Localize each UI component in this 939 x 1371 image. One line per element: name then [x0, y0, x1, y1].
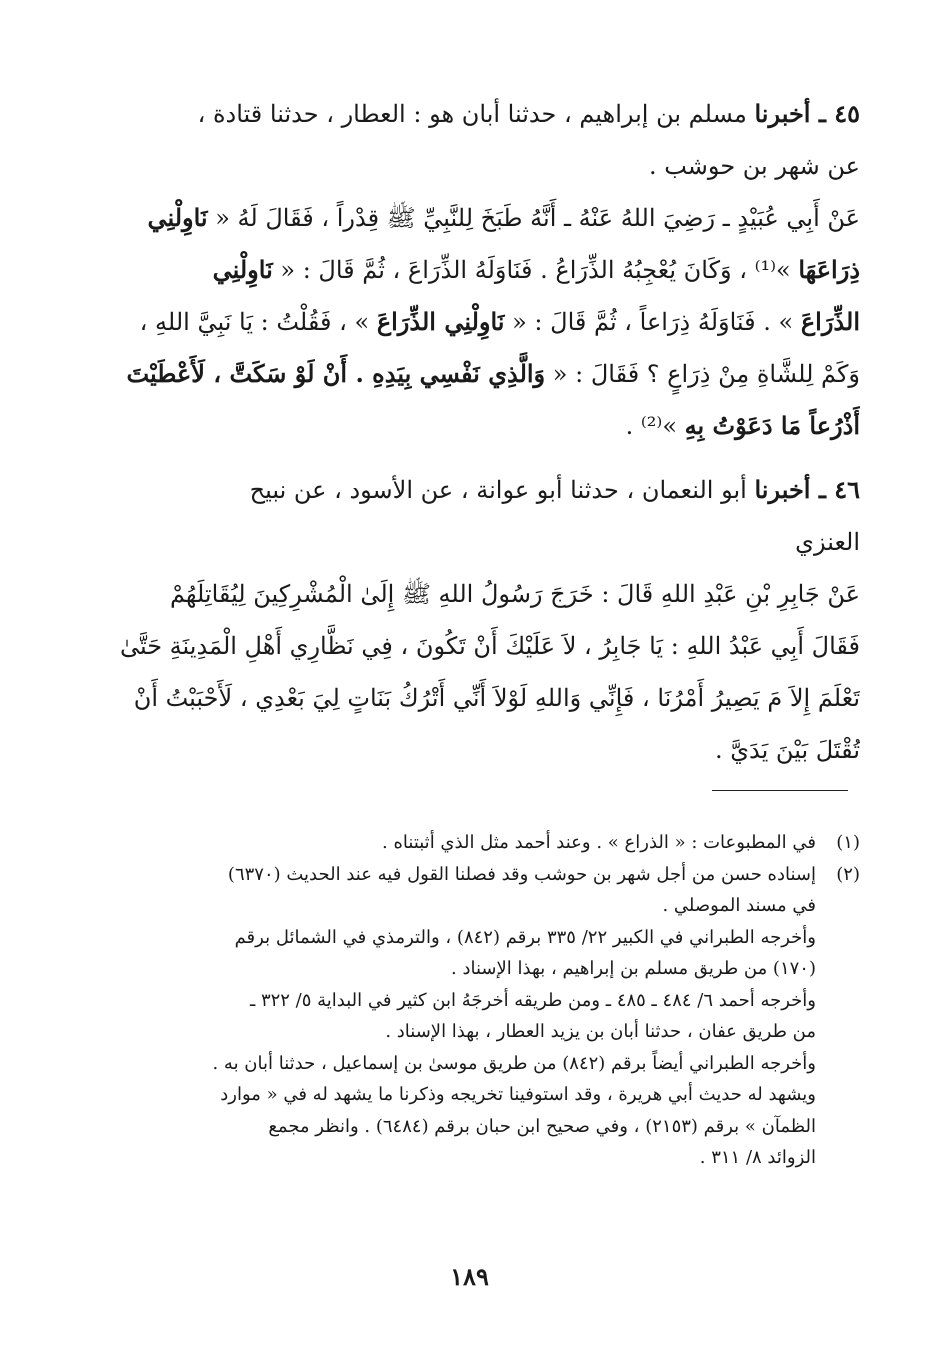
footnote-2-line: وأخرجه الطبراني أيضاً برقم (٨٤٢) من طريق موسىٰ بن إسماعيل ، حدثنا أبان به . — [212, 1052, 816, 1074]
footnotes — [80, 827, 860, 1174]
hadith-45-chain — [80, 88, 860, 140]
hadith-46-chain-text: أبو النعمان ، حدثنا أبو عوانة ، عن الأسود ، عن نبيح — [249, 476, 755, 504]
hadith-45-text-line: أَذْرُعاً مَا دَعَوْتُ بِهِ »⁽²⁾ . — [625, 411, 860, 440]
footnote-divider — [712, 790, 848, 791]
hadith-46-text-line: تُقْتَلَ بَيْنَ يَدَيَّ . — [714, 736, 860, 764]
hadith-46-lead: ٤٦ ـ أخبرنا — [754, 475, 860, 504]
hadith-46-chain — [80, 464, 860, 516]
footnote-2-line: ويشهد له حديث أبي هريرة ، وقد استوفينا تخريجه وذكرنا ما يشهد له في « موارد — [220, 1084, 816, 1105]
footnote-1: (١)في المطبوعات : « الذراع » . وعند أحمد مثل الذي أثبتناه . — [80, 827, 860, 859]
hadith-46-text-line: تَعْلَمَ إِلاَ مَ يَصِيرُ أَمْرُنَا ، فَإِنِّي وَاللهِ لَوْلاَ أَنِّي أَتْرُكُ بَنَاتٍ لِيَ بَعْدِي ، لَأَحْبَبْتُ أَنْ — [133, 684, 860, 712]
footnote-number: (١) — [836, 832, 860, 853]
hadith-45-text-line: الذِّرَاعَ » . فَنَاوَلَهُ ذِرَاعاً ، ثُمَّ قَالَ : « نَاوِلْنِي الذِّرَاعَ » ، فَقُلْتُ : يَا نَبِيَّ اللهِ ، — [139, 307, 860, 336]
hadith-45-text-line: عَنْ أَبِي عُبَيْدٍ ـ رَضِيَ اللهُ عَنْهُ ـ أَنَّهُ طَبَخَ لِلنَّبِيِّ ﷺ قِدْراً ، فَقَالَ لَهُ « نَاوِلْنِي — [147, 203, 860, 232]
hadith-45-chain-text: مسلم بن إبراهيم ، حدثنا أبان هو : العطار ، حدثنا قتادة ، — [197, 100, 755, 128]
page-number: ١٨٩ — [450, 1262, 489, 1291]
hadith-46-chain-line2: العنزي — [795, 528, 860, 556]
footnote-number: (٢) — [836, 863, 860, 885]
footnote-2: (٢)إسناده حسن من أجل شهر بن حوشب وقد فصلنا القول فيه عند الحديث (٦٣٧٠) — [80, 859, 860, 891]
hadith-46-text-line: فَقَالَ أَبِي عَبْدُ اللهِ : يَا جَابِرُ ، لاَ عَلَيْكَ أَنْ تَكُونَ ، فِي نَظَّارِي أَهْلِ الْمَدِينَةِ حَتَّىٰ — [119, 632, 860, 660]
footnote-2-line: من طريق عفان ، حدثنا أبان بن يزيد العطار ، بهذا الإسناد . — [385, 1021, 816, 1042]
footnote-2-line: في مسند الموصلي . — [662, 895, 816, 916]
hadith-45-text-line: ذِرَاعَهَا »⁽¹⁾ ، وَكَانَ يُعْجِبُهُ الذِّرَاعُ . فَنَاوَلَهُ الذِّرَاعَ ، ثُمَّ قَالَ : « نَاوِلْنِي — [212, 255, 860, 284]
footnote-2-line: الظمآن » برقم (٢١٥٣) ، وفي صحيح ابن حبان برقم (٦٤٨٤) . وانظر مجمع — [268, 1115, 816, 1137]
hadith-45-text-line: وَكَمْ لِلشَّاةِ مِنْ ذِرَاعٍ ؟ فَقَالَ : « وَالَّذِي نَفْسِي بِيَدِهِ . أَنْ لَوْ سَكَتَّ ، لَأَعْطَيْتَ — [126, 359, 860, 388]
hadith-46 — [80, 464, 860, 776]
footnote-2-line: وأخرجه الطبراني في الكبير ٢٢/ ٣٣٥ برقم (٨٤٢) ، والترمذي في الشمائل برقم — [234, 926, 816, 948]
hadith-45 — [80, 88, 860, 452]
hadith-45-chain-line2: عن شهر بن حوشب . — [648, 152, 860, 180]
footnote-2-line: الزوائد ٨/ ٣١١ . — [699, 1147, 816, 1168]
hadith-46-text-line: عَنْ جَابِرِ بْنِ عَبْدِ اللهِ قَالَ : خَرَجَ رَسُولُ اللهِ ﷺ إِلَىٰ الْمُشْرِكِينَ لِيُقَاتِلَهُمْ — [169, 580, 860, 608]
hadith-45-lead: ٤٥ ـ أخبرنا — [754, 99, 860, 128]
footnote-2-line: (١٧٠) من طريق مسلم بن إبراهيم ، بهذا الإسناد . — [451, 958, 816, 979]
footnote-2-line: وأخرجه أحمد ٦/ ٤٨٤ ـ ٤٨٥ ـ ومن طريقه أخرجَهُ ابن كثير في البداية ٥/ ٣٢٢ ـ — [249, 989, 816, 1011]
